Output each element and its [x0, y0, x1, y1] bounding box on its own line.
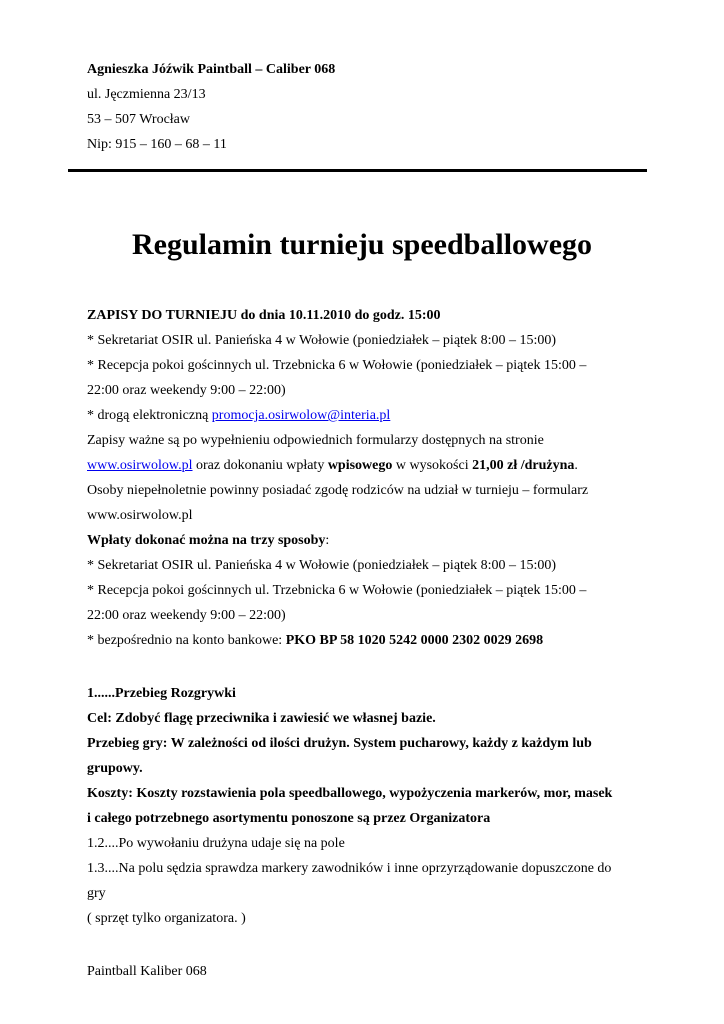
bank-account: PKO BP 58 1020 5242 0000 2302 0029 2698 [285, 633, 544, 648]
rules-course: Przebieg gry: W zależności od ilości drużyn. System pucharowy, każdy z każdym lub [87, 736, 592, 751]
rules-course-cont: grupowy. [87, 761, 143, 776]
payment-heading: Wpłaty dokonać można na trzy sposoby [87, 533, 326, 548]
header-nip: Nip: 915 – 160 – 68 – 11 [87, 137, 227, 152]
email-link[interactable]: promocja.osirwolow@interia.pl [211, 408, 391, 423]
payment-item-bank [87, 632, 543, 650]
fee-text-c: w wysokości [392, 458, 473, 473]
registration-item-reception: * Recepcja pokoi gościnnych ul. Trzebnicka 6 w Wołowie (poniedziałek – piątek 15:00 – [87, 358, 587, 373]
rules-costs-cont: i całego potrzebnego asortymentu ponoszone są przez Organizatora [87, 811, 491, 826]
rules-goal: Cel: Zdobyć flagę przeciwnika i zawiesić we własnej bazie. [87, 711, 436, 726]
rules-costs: Koszty: Koszty rozstawienia pola speedballowego, wypożyczenia markerów, mor, masek [87, 786, 613, 801]
payment-bank-prefix: * bezpośrednio na konto bankowe: [87, 633, 286, 648]
page-footer: Paintball Kaliber 068 [87, 964, 207, 979]
minors-site: www.osirwolow.pl [87, 508, 193, 523]
registration-valid-line: Zapisy ważne są po wypełnieniu odpowiednich formularzy dostępnych na stronie [87, 433, 544, 448]
registration-fee-line [87, 457, 578, 475]
header-city: 53 – 507 Wrocław [87, 112, 190, 127]
registration-item-email [87, 407, 390, 425]
payment-item-reception-hours: 22:00 oraz weekendy 9:00 – 22:00) [87, 608, 286, 623]
header-name: Agnieszka Jóźwik Paintball – Caliber 068 [87, 62, 336, 77]
rules-1-2: 1.2....Po wywołaniu drużyna udaje się na pole [87, 836, 345, 851]
rules-1-3-note: ( sprzęt tylko organizatora. ) [87, 911, 246, 926]
payment-item-secretariat: * Sekretariat OSIR ul. Panieńska 4 w Wołowie (poniedziałek – piątek 8:00 – 15:00) [87, 558, 557, 573]
registration-item-reception-hours: 22:00 oraz weekendy 9:00 – 22:00) [87, 383, 286, 398]
header-divider [68, 169, 647, 172]
registration-item-secretariat: * Sekretariat OSIR ul. Panieńska 4 w Wołowie (poniedziałek – piątek 8:00 – 15:00) [87, 333, 557, 348]
page-title: Regulamin turnieju speedballowego [131, 228, 593, 261]
fee-amount: 21,00 zł /drużyna [472, 458, 575, 473]
registration-email-prefix: * drogą elektroniczną [87, 408, 212, 423]
payment-heading-colon: : [325, 533, 330, 548]
payment-heading-line [87, 532, 329, 550]
fee-text-b: wpisowego [327, 458, 393, 473]
header-street: ul. Jęczmienna 23/13 [87, 87, 206, 102]
rules-1-3-cont: gry [87, 886, 106, 901]
fee-text-a: oraz dokonaniu wpłaty [192, 458, 328, 473]
website-link[interactable]: www.osirwolow.pl [87, 458, 193, 473]
minors-line: Osoby niepełnoletnie powinny posiadać zgodę rodziców na udział w turnieju – formularz [87, 483, 589, 498]
rules-section-heading: 1......Przebieg Rozgrywki [87, 686, 236, 701]
rules-1-3: 1.3....Na polu sędzia sprawdza markery zawodników i inne oprzyrządowanie dopuszczone do [87, 861, 612, 876]
fee-text-e: . [574, 458, 578, 473]
registration-heading: ZAPISY DO TURNIEJU do dnia 10.11.2010 do godz. 15:00 [87, 308, 441, 323]
payment-item-reception: * Recepcja pokoi gościnnych ul. Trzebnicka 6 w Wołowie (poniedziałek – piątek 15:00 – [87, 583, 587, 598]
